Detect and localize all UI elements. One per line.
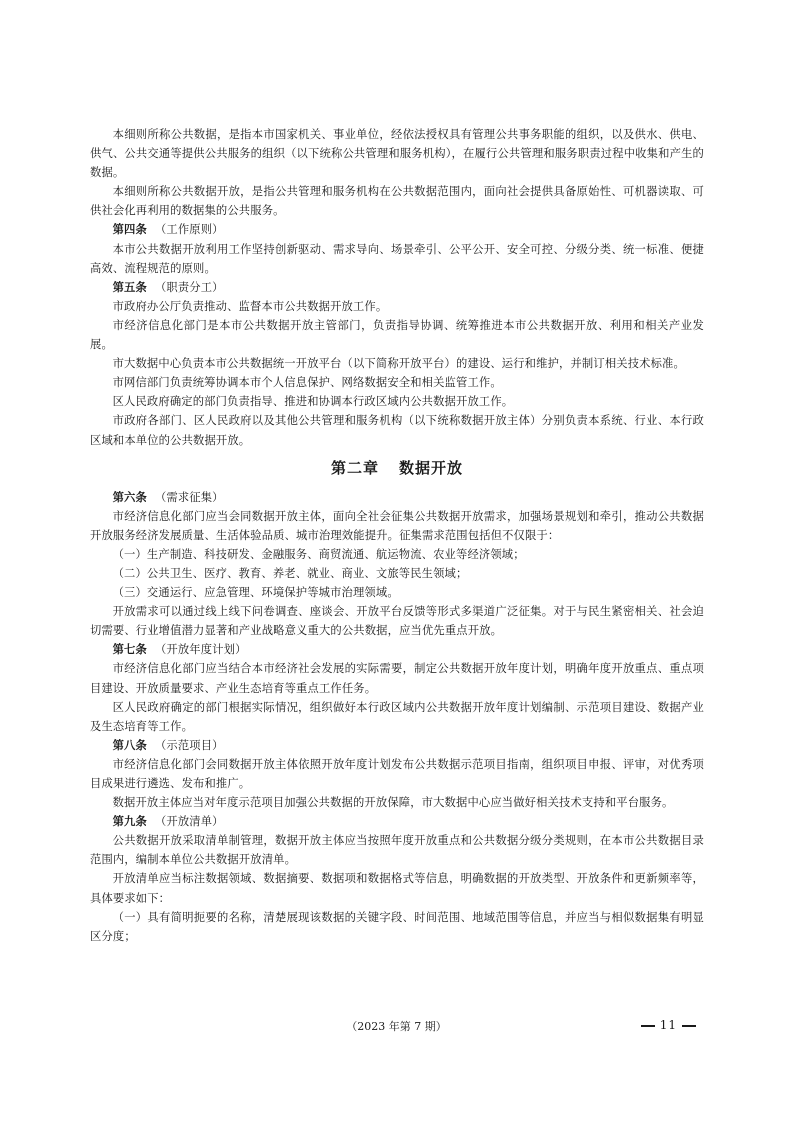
body-paragraph: （一）具有简明扼要的名称，清楚展现该数据的关键字段、时间范围、地域范围等信息，并应当与相似数据集有明显区分度；: [90, 910, 704, 943]
body-paragraph: 区人民政府确定的部门根据实际情况，组织做好本行政区域内公共数据开放年度计划编制、示范项目建设、数据产业及生态培育等工作。: [90, 700, 704, 733]
body-paragraph: 市大数据中心负责本市公共数据统一开放平台（以下简称开放平台）的建设、运行和维护，并制订相关技术标准。: [112, 357, 685, 371]
body-paragraph: 市经济信息化部门应当结合本市经济社会发展的实际需要，制定公共数据开放年度计划，明确年度开放重点、重点项目建设、开放质量要求、产业生态培育等重点工作任务。: [90, 662, 704, 695]
chapter-title: 数据开放: [399, 458, 464, 477]
article-title: （示范项目）: [154, 738, 224, 752]
body-paragraph: 市经济信息化部门是本市公共数据开放主管部门，负责指导协调、统筹推进本市公共数据开放、利用和相关产业发展。: [90, 318, 704, 352]
body-paragraph: （三）交通运行、应急管理、环境保护等城市治理领域。: [112, 586, 399, 600]
article-label: 第五条: [112, 280, 147, 294]
article-label: 第四条: [112, 223, 147, 237]
article-title: （工作原则）: [154, 223, 224, 237]
article-label: 第六条: [112, 490, 147, 504]
body-paragraph: 市政府各部门、区人民政府以及其他公共管理和服务机构（以下统称数据开放主体）分别负责本系统、行业、本行政区域和本单位的公共数据开放。: [90, 414, 704, 447]
body-paragraph: 公共数据开放采取清单制管理，数据开放主体应当按照年度开放重点和公共数据分级分类规则，在本市公共数据目录范围内，编制本单位公共数据开放清单。: [90, 834, 704, 867]
article-title: （开放清单）: [154, 815, 224, 829]
body-paragraph: 开放需求可以通过线上线下问卷调查、座谈会、开放平台反馈等形式多渠道广泛征集。对于与民生紧密相关、社会迫切需要、行业增值潜力显著和产业战略意义重大的公共数据，应当优先重点开放。: [90, 605, 704, 638]
article-heading: [90, 488, 704, 507]
body-paragraph: 本细则所称公共数据，是指本市国家机关、事业单位，经依法授权具有管理公共事务职能的组织，以及供水、供电、供气、公共交通等提供公共服务的组织（以下统称公共管理和服务机构），在履行公共管理和服务职责过程中收集和产生的数据。: [90, 128, 704, 180]
body-paragraph: 本市公共数据开放利用工作坚持创新驱动、需求导向、场景牵引、公平公开、安全可控、分级分类、统一标准、便捷高效、流程规范的原则。: [90, 242, 704, 275]
body-paragraph: （一）生产制造、科技研发、金融服务、商贸流通、航运物流、农业等经济领域；: [112, 547, 525, 561]
article-label: 第八条: [112, 738, 147, 752]
dash-left: [641, 1025, 655, 1027]
issue-label: （2023 年第 7 期）: [346, 1020, 447, 1033]
page-number: [636, 1018, 701, 1032]
article-title: （开放年度计划）: [154, 643, 247, 657]
body-paragraph: （二）公共卫生、医疗、教育、养老、就业、商业、文旅等民生领域；: [112, 566, 468, 580]
article-title: （需求征集）: [154, 490, 224, 504]
article-heading: [90, 278, 704, 297]
dash-right: [682, 1025, 696, 1027]
article-heading: [90, 640, 704, 659]
article-label: 第七条: [112, 643, 147, 657]
article-heading: [90, 220, 704, 239]
body-paragraph: 市经济信息化部门会同数据开放主体依照开放年度计划发布公共数据示范项目指南，组织项目申报、评审，对优秀项目成果进行遴选、发布和推广。: [90, 757, 704, 790]
body-paragraph: 市经济信息化部门应当会同数据开放主体，面向全社会征集公共数据开放需求，加强场景规划和牵引，推动公共数据开放服务经济发展质量、生活体验品质、城市治理效能提升。征集需求范围包括但不仅限于：: [90, 509, 704, 542]
body-paragraph: 市政府办公厅负责推动、监督本市公共数据开放工作。: [112, 299, 388, 313]
body-paragraph: 数据开放主体应当对年度示范项目加强公共数据的开放保障，市大数据中心应当做好相关技术支持和平台服务。: [112, 796, 674, 810]
page-number-value: 11: [659, 1018, 677, 1032]
chapter-label: 第二章: [330, 458, 379, 477]
page-footer: [0, 1018, 793, 1038]
chapter-heading: [90, 456, 704, 480]
body-paragraph: 开放清单应当标注数据领域、数据摘要、数据项和数据格式等信息，明确数据的开放类型、开放条件和更新频率等，具体要求如下：: [90, 872, 704, 905]
document-body: [90, 125, 704, 946]
body-paragraph: 市网信部门负责统筹协调本市个人信息保护、网络数据安全和相关监管工作。: [112, 376, 502, 390]
article-title: （职责分工）: [154, 280, 224, 294]
article-heading: [90, 736, 704, 755]
article-heading: [90, 812, 704, 831]
article-label: 第九条: [112, 815, 147, 829]
body-paragraph: 区人民政府确定的部门负责指导、推进和协调本行政区域内公共数据开放工作。: [112, 395, 514, 409]
body-paragraph: 本细则所称公共数据开放，是指公共管理和服务机构在公共数据范围内，面向社会提供具备原始性、可机器读取、可供社会化再利用的数据集的公共服务。: [90, 185, 704, 218]
